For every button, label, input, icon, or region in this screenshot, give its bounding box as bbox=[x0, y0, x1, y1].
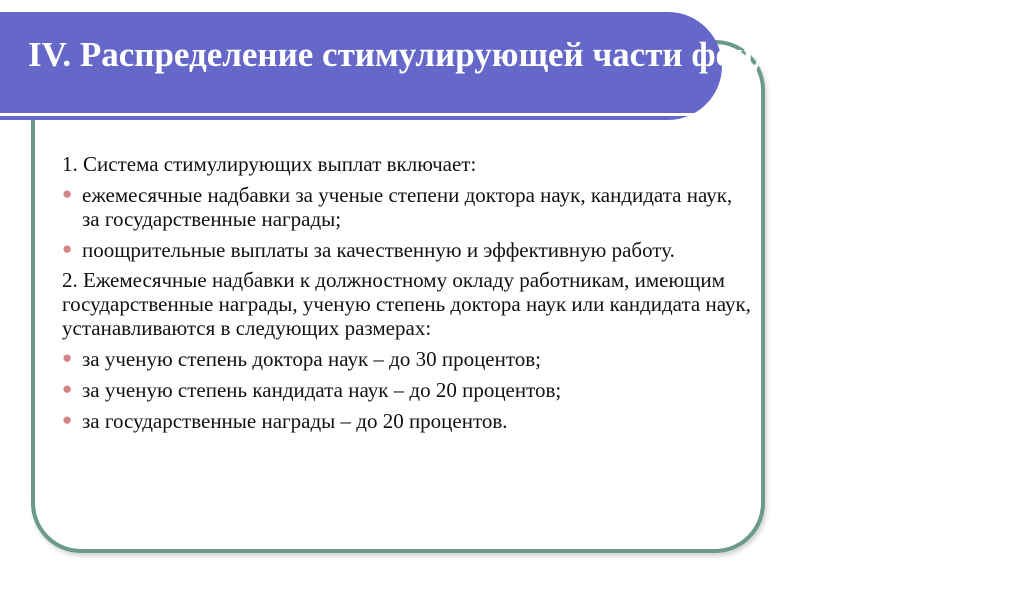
list-item-text: поощрительные выплаты за качественную и эффективную работу. bbox=[82, 238, 675, 262]
content-list bbox=[62, 152, 752, 439]
list-item-text: 2. Ежемесячные надбавки к должностному окладу работникам, имеющим государственные награды, ученую степень доктора наук или кандидата наук, устанавливаются в следующих размерах: bbox=[62, 268, 751, 340]
round-bullet-icon: ● bbox=[62, 239, 73, 258]
list-item-text: за ученую степень доктора наук – до 30 процентов; bbox=[82, 347, 542, 371]
title-underline bbox=[0, 113, 706, 116]
round-bullet-icon: ● bbox=[62, 379, 73, 398]
list-item-bullet bbox=[62, 182, 752, 231]
round-bullet-icon: ● bbox=[62, 184, 73, 203]
list-item-text: ежемесячные надбавки за ученые степени доктора наук, кандидата наук, за государственные награды; bbox=[82, 183, 733, 231]
list-item-numbered bbox=[62, 152, 752, 176]
round-bullet-icon: ● bbox=[62, 348, 73, 367]
list-item-bullet bbox=[62, 377, 752, 402]
list-item-text: за государственные награды – до 20 процентов. bbox=[82, 409, 508, 433]
round-bullet-icon: ● bbox=[62, 410, 73, 429]
list-item-text: 1. Система стимулирующих выплат включает: bbox=[62, 152, 477, 176]
list-item-bullet bbox=[62, 237, 752, 262]
title-bar bbox=[0, 12, 1011, 120]
page-title: IV. Распределение стимулирующей части фонда оплаты труда bbox=[28, 35, 1011, 74]
list-item-numbered bbox=[62, 268, 752, 340]
list-item-text: за ученую степень кандидата наук – до 20 процентов; bbox=[82, 378, 562, 402]
list-item-bullet bbox=[62, 346, 752, 371]
list-item-bullet bbox=[62, 408, 752, 433]
